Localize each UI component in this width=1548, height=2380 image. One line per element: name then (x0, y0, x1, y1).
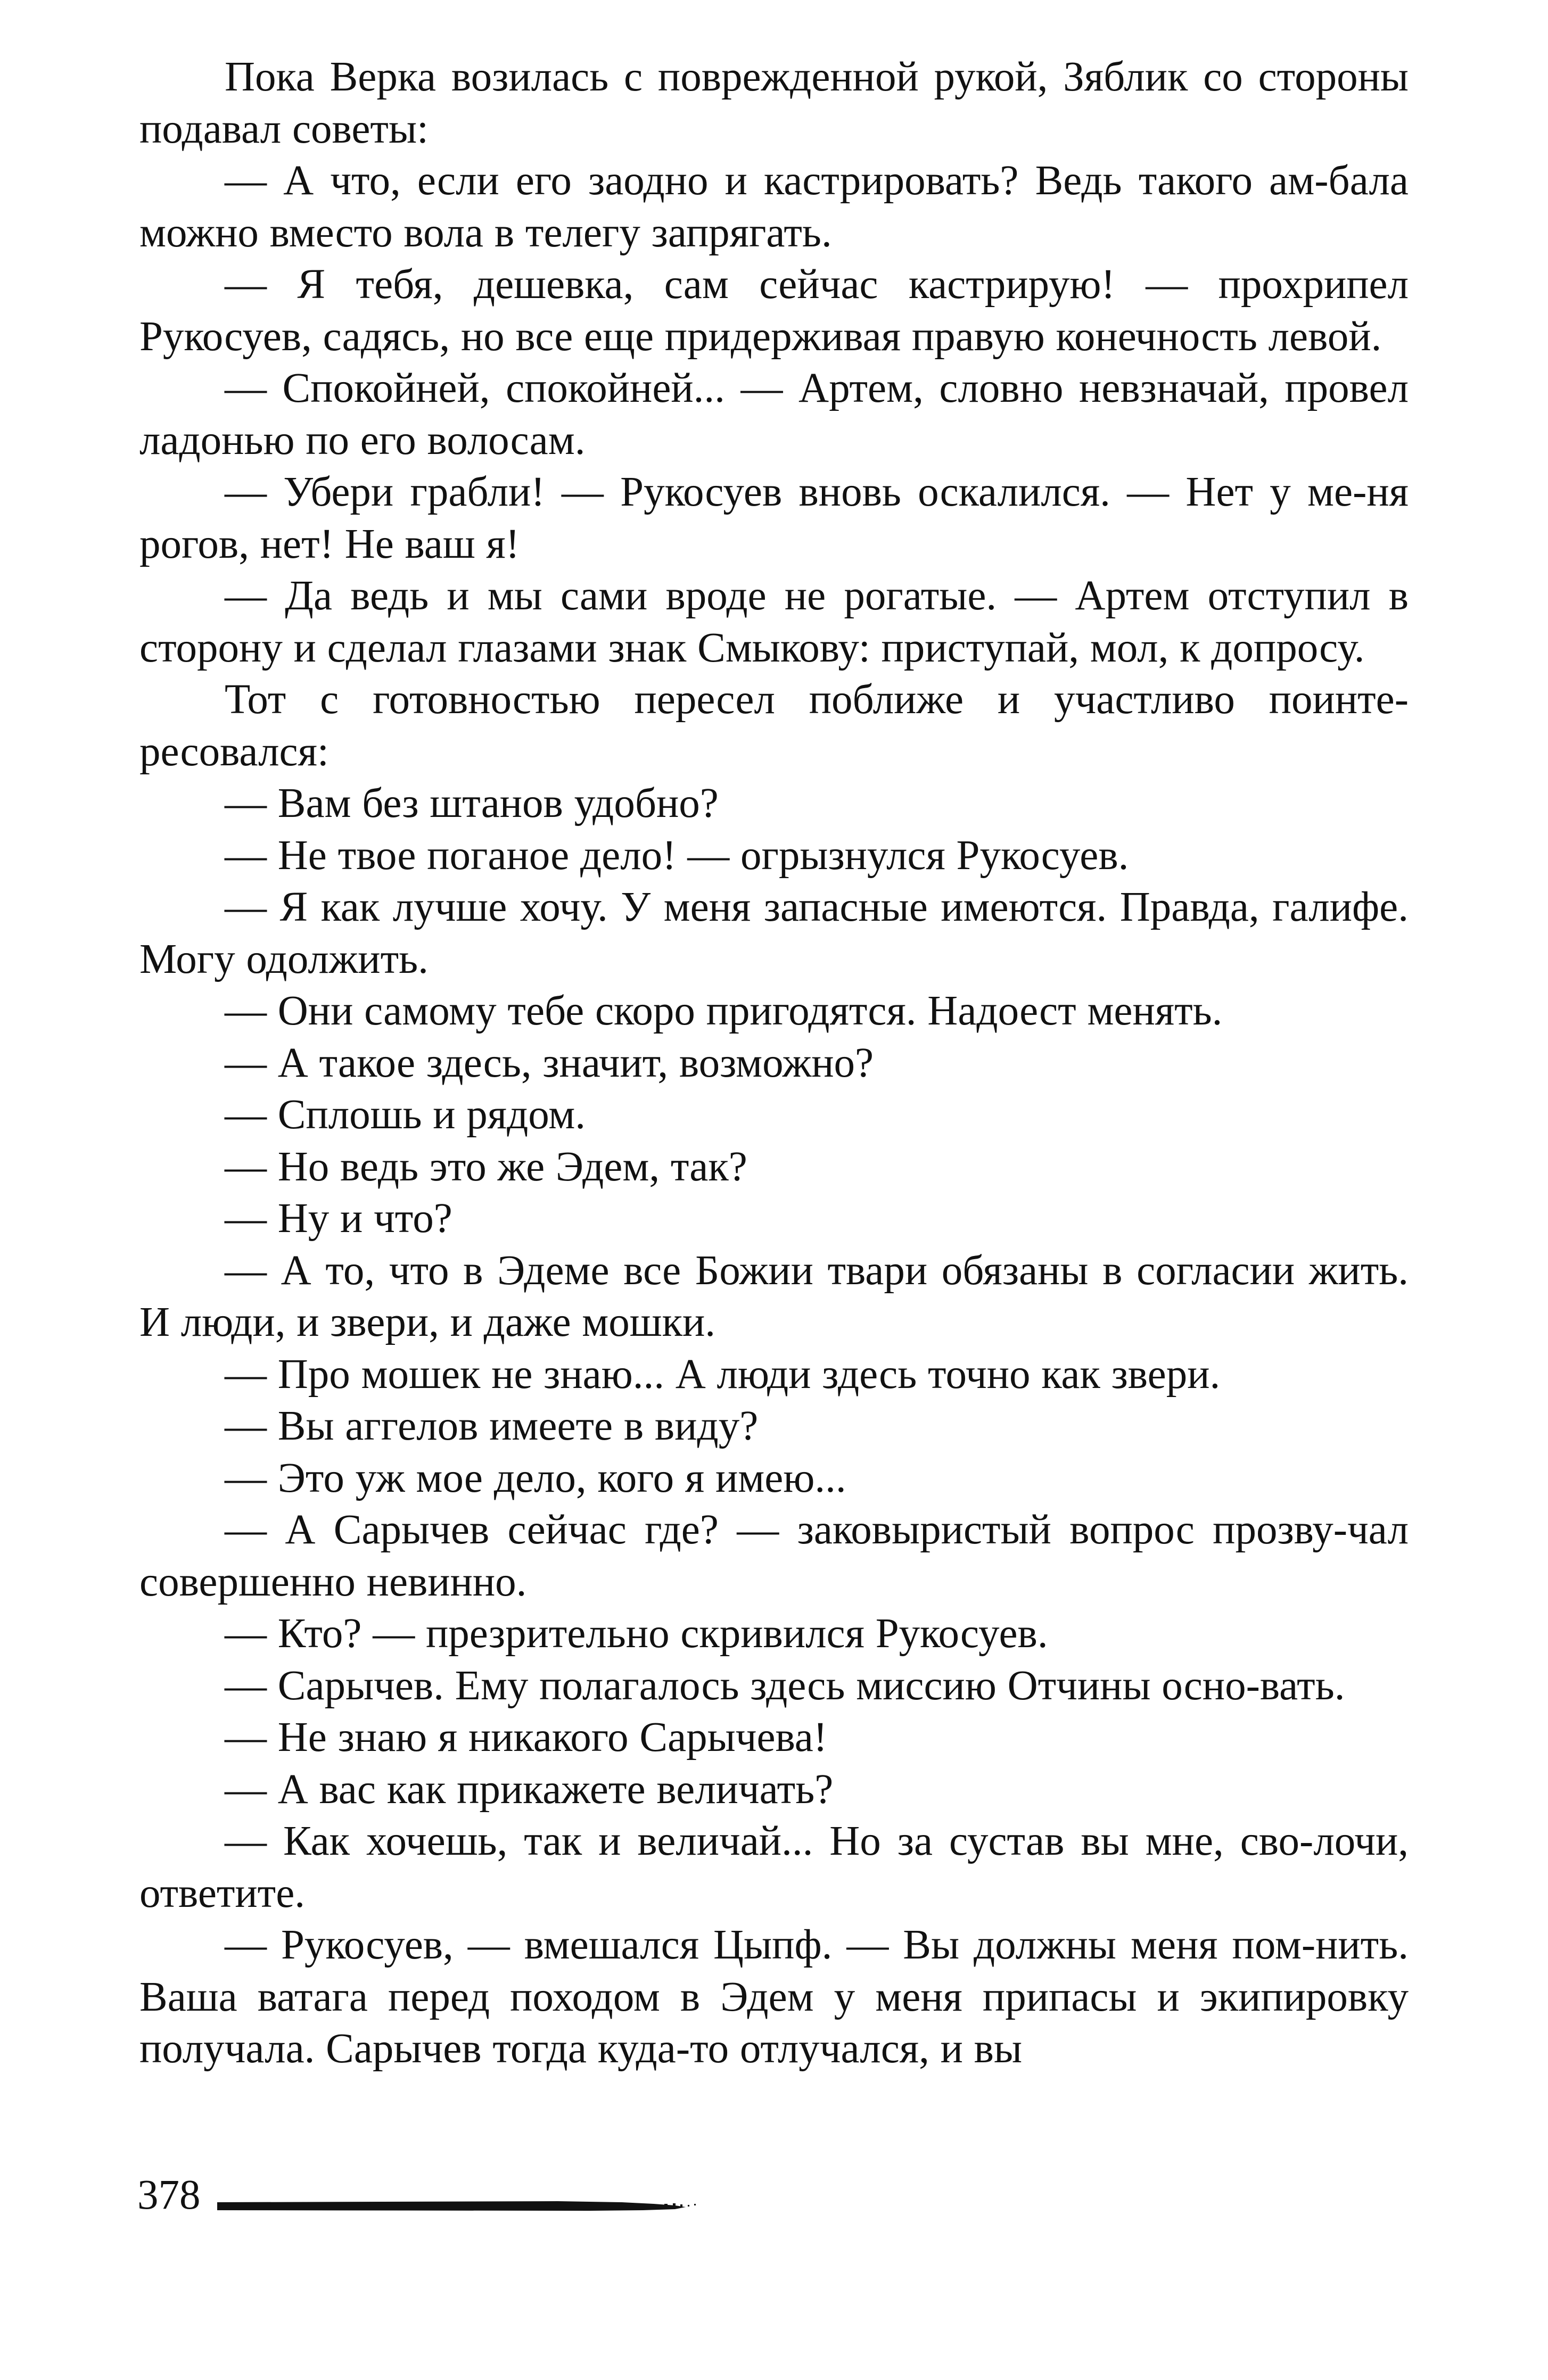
paragraph: — Я тебя, дешевка, сам сейчас кастрирую! — прохрипел Рукосуев, садясь, но все еще придерживая правую конечность левой. (139, 261, 1409, 360)
page-text (139, 51, 1409, 2075)
paragraph: — Не знаю я никакого Сарычева! (225, 1714, 828, 1761)
paragraph: — Вам без штанов удобно? (225, 780, 719, 827)
paragraph: — Сплошь и рядом. (225, 1092, 586, 1138)
paragraph: — Про мошек не знаю... А люди здесь точно как звери. (225, 1351, 1221, 1398)
paragraph: — Да ведь и мы сами вроде не рогатые. — Артем отступил в сторону и сделал глазами знак Смыкову: приступай, мол, к допросу. (139, 573, 1409, 671)
paragraph: — Это уж мое дело, кого я имею... (225, 1455, 846, 1501)
paragraph: — Рукосуев, — вмешался Цыпф. — Вы должны меня пом-нить. Ваша ватага перед походом в Эдем у меня припасы и экипировку получала. Сарычев тогда куда-то отлучался, и вы (139, 1922, 1409, 2072)
paragraph: — А вас как прикажете величать? (225, 1766, 834, 1813)
paragraph: — Ну и что? (225, 1195, 452, 1242)
decorative-rule (217, 2197, 712, 2213)
paragraph: — Кто? — презрительно скривился Рукосуев. (225, 1610, 1048, 1657)
paragraph: — Сарычев. Ему полагалось здесь миссию Отчины осно-вать. (225, 1662, 1345, 1709)
paragraph: — А Сарычев сейчас где? — заковыристый вопрос прозву-чал совершенно невинно. (139, 1507, 1409, 1605)
paragraph: — Но ведь это же Эдем, так? (225, 1143, 747, 1190)
paragraph: — Не твое поганое дело! — огрызнулся Рукосуев. (225, 832, 1129, 879)
paragraph: Пока Верка возилась с поврежденной рукой, Зяблик со стороны подавал советы: (139, 54, 1409, 152)
paragraph: — Они самому тебе скоро пригодятся. Надоест менять. (225, 988, 1223, 1034)
paragraph: — Я как лучше хочу. У меня запасные имеются. Правда, галифе. Могу одолжить. (139, 884, 1409, 982)
paragraph: Тот с готовностью пересел поближе и участливо поинте-ресовался: (139, 676, 1409, 775)
paragraph: — Как хочешь, так и величай... Но за сустав вы мне, сво-лочи, ответите. (139, 1818, 1409, 1916)
page-number: 378 (137, 2172, 201, 2218)
paragraph: — Спокойней, спокойней... — Артем, словно невзначай, провел ладонью по его волосам. (139, 365, 1409, 464)
paragraph: — А такое здесь, значит, возможно? (225, 1039, 874, 1086)
paragraph: — Убери грабли! — Рукосуев вновь оскалился. — Нет у ме-ня рогов, нет! Не ваш я! (139, 469, 1409, 567)
paragraph: — А что, если его заодно и кастрировать? Ведь такого ам-бала можно вместо вола в телегу запрягать. (139, 158, 1409, 256)
page-footer (137, 2169, 723, 2222)
paragraph: — А то, что в Эдеме все Божии твари обязаны в согласии жить. И люди, и звери, и даже мошки. (139, 1247, 1409, 1345)
paragraph: — Вы аггелов имеете в виду? (225, 1403, 759, 1449)
